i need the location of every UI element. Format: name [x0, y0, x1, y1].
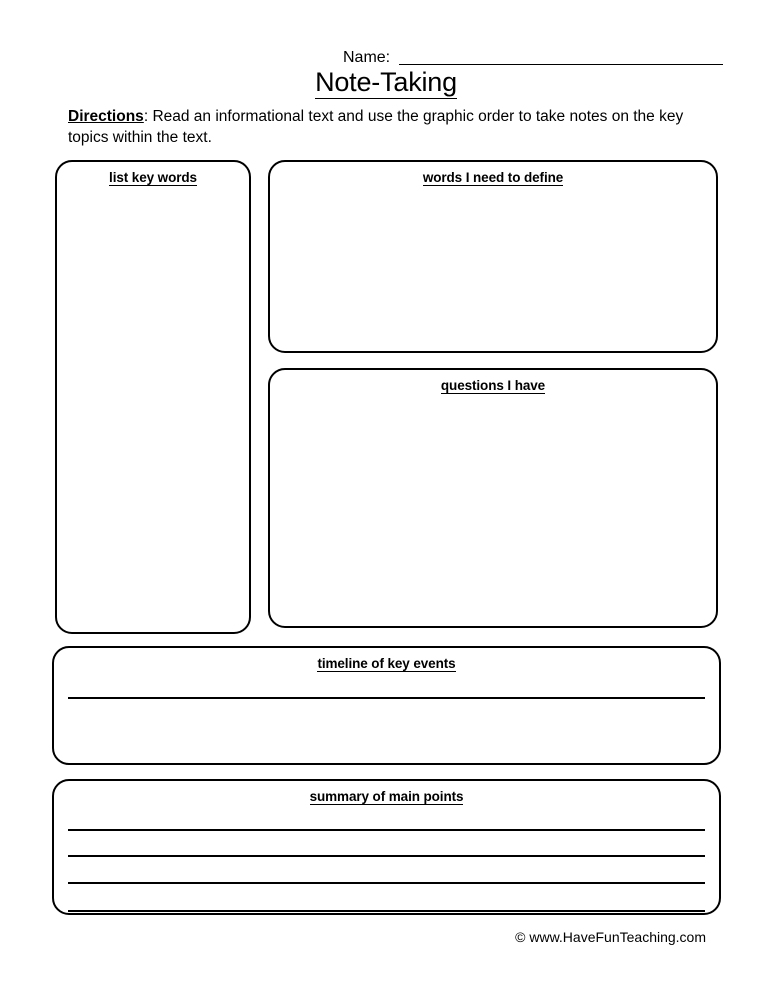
writing-line[interactable]: [68, 882, 705, 884]
writing-line[interactable]: [68, 910, 705, 912]
writing-area-timeline[interactable]: [68, 648, 705, 763]
writing-line[interactable]: [68, 829, 705, 831]
name-field-row: [343, 44, 723, 68]
writing-area-summary[interactable]: [68, 781, 705, 913]
directions: [68, 106, 698, 148]
writing-area-key-words[interactable]: [71, 162, 235, 632]
section-box-timeline[interactable]: [52, 646, 721, 765]
section-title-summary-text: summary of main points: [309, 789, 464, 804]
name-label: Name:: [343, 49, 391, 66]
writing-area-words-to-define[interactable]: [284, 162, 702, 351]
writing-line[interactable]: [68, 697, 705, 699]
directions-separator: :: [143, 108, 153, 125]
name-input-line[interactable]: [399, 64, 723, 65]
section-title-words-to-define-text: words I need to define: [422, 170, 564, 185]
section-title-key-words-text: list key words: [109, 170, 197, 185]
section-title-questions-text: questions I have: [440, 378, 546, 393]
footer-copyright: © www.HaveFunTeaching.com: [515, 929, 706, 945]
section-box-summary[interactable]: [52, 779, 721, 915]
section-box-key-words[interactable]: [55, 160, 251, 634]
page-title-text: Note-Taking: [315, 67, 457, 97]
directions-text: Read an informational text and use the graphic order to take notes on the key topics within the text.: [68, 108, 684, 146]
page-title: [0, 66, 772, 98]
directions-label: Directions: [68, 108, 144, 125]
section-box-questions[interactable]: [268, 368, 718, 628]
writing-line[interactable]: [68, 855, 705, 857]
section-box-words-to-define[interactable]: [268, 160, 718, 353]
writing-area-questions[interactable]: [284, 370, 702, 626]
section-title-timeline-text: timeline of key events: [317, 656, 456, 671]
